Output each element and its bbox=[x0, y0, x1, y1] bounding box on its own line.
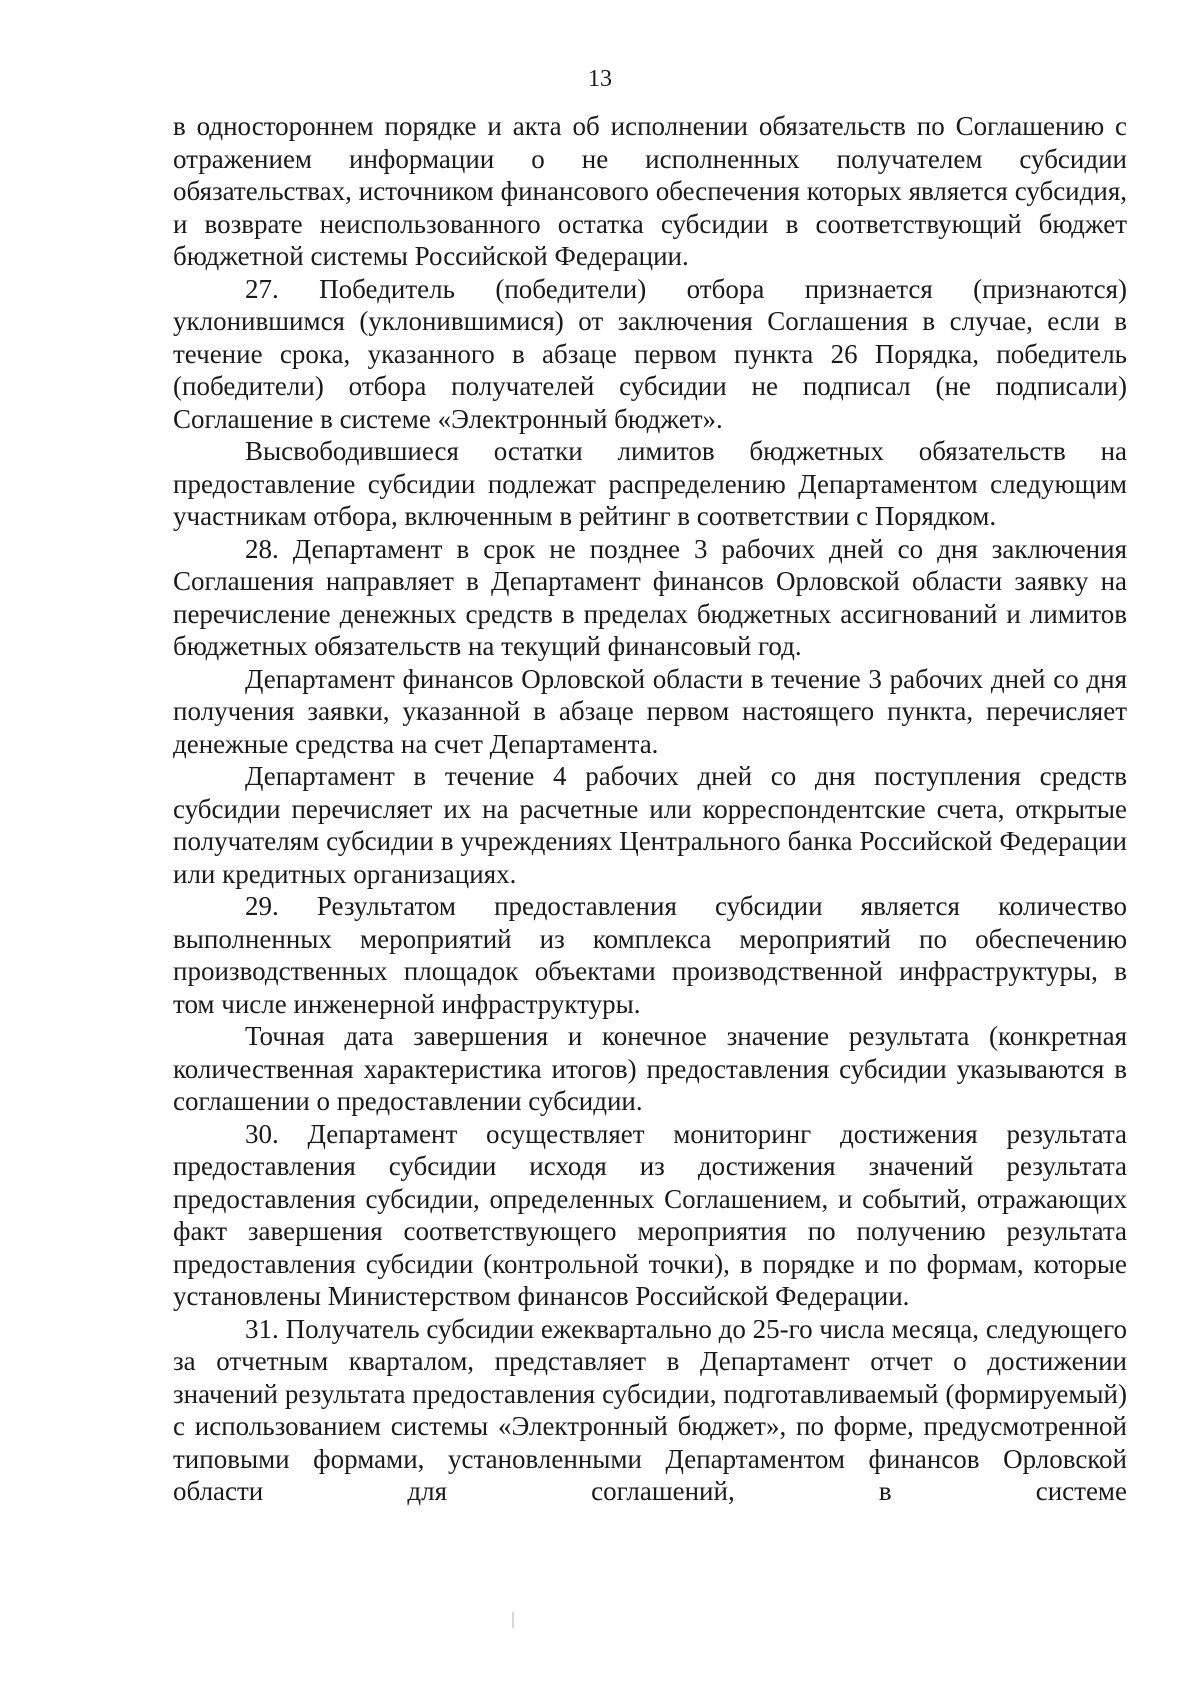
paragraph-27-winner-evasion bbox=[173, 273, 1127, 436]
text-line: в порядке и по формам, которые установлены Министерством финансов bbox=[173, 1248, 1127, 1311]
scan-artifact-mark bbox=[512, 1612, 514, 1628]
text-line: и лимитов бюджетных обязательств на текущий финансовый год. bbox=[173, 598, 1127, 661]
text-line: на предоставление субсидии подлежат распределению Департаментом bbox=[173, 436, 1128, 499]
text-line: 29. Результатом предоставления субсидии является количество bbox=[245, 891, 1127, 921]
text-line: в том числе инженерной инфраструктуры. bbox=[173, 956, 1127, 1019]
text-line: на перечисление денежных средств в пределах бюджетных ассигнований bbox=[173, 566, 1127, 629]
text-line: Соглашение в системе «Электронный бюджет». bbox=[173, 403, 723, 434]
text-line: Департамент финансов Орловской области в течение 3 рабочих дней bbox=[245, 663, 1046, 694]
paragraph-28-funding-request bbox=[173, 533, 1127, 663]
text-line: 30. Департамент осуществляет мониторинг достижения результата bbox=[245, 1118, 1127, 1149]
text-line: Департамент в течение 4 рабочих дней со дня поступления средств bbox=[245, 761, 1127, 791]
paragraph-31-quarterly-report bbox=[173, 1313, 1127, 1508]
text-line: 31. Получатель субсидии ежеквартально до 25-го числа месяца, bbox=[245, 1313, 979, 1344]
text-line: с отражением информации о не исполненных получателем субсидии bbox=[173, 111, 1128, 174]
text-line: по получению результата предоставления субсидии (контрольной точки), bbox=[173, 1216, 1128, 1279]
text-line: субсидии перечисляет их на расчетные или корреспондентские счета, bbox=[173, 793, 1005, 824]
text-line: Российской Федерации. bbox=[635, 1281, 910, 1311]
paragraph-28-finance-transfer bbox=[173, 663, 1127, 761]
text-line: указываются в соглашении о предоставлении субсидии. bbox=[173, 1053, 1127, 1116]
text-line: подготавливаемый (формируемый) с использованием системы «Электронный bbox=[173, 1378, 1127, 1441]
text-line: (победители) отбора получателей субсидии не подписал (не подписали) bbox=[173, 371, 1127, 401]
paragraph-30-monitoring bbox=[173, 1118, 1127, 1313]
text-line: производственных площадок объектами производственной инфраструктуры, bbox=[173, 956, 1098, 986]
text-line: открытые получателям субсидии в учреждениях Центрального банка bbox=[173, 793, 1127, 856]
text-line: выполненных мероприятий из комплекса мероприятий по обеспечению bbox=[173, 923, 1127, 954]
text-line: Российской Федерации или кредитных организациях. bbox=[173, 826, 1128, 889]
text-line: Департаментом финансов Орловской области для соглашений, в системе bbox=[173, 1443, 1127, 1506]
text-line: Высвободившиеся остатки лимитов бюджетных обязательств bbox=[245, 436, 1066, 466]
text-line: перечисляет денежные средства на счет Департамента. bbox=[173, 696, 1128, 759]
text-line: со дня получения заявки, указанной в абзаце первом настоящего пункта, bbox=[173, 663, 1128, 726]
paragraph-29-completion-date bbox=[173, 1020, 1127, 1118]
text-line: в течение срока, указанного в абзаце первом пункта 26 Порядка, победитель bbox=[173, 306, 1127, 369]
text-line: с Порядком. bbox=[856, 501, 997, 531]
paragraph-28-recipient-transfer bbox=[173, 760, 1127, 890]
paragraph-return-of-subsidy bbox=[173, 110, 1127, 273]
paragraph-27-remaining-limits bbox=[173, 435, 1127, 533]
text-line: соответствующий бюджет бюджетной системы Российской Федерации. bbox=[173, 208, 1127, 271]
text-line: о достижении значений результата предоставления субсидии, bbox=[173, 1346, 1128, 1409]
page-number: 13 bbox=[588, 66, 612, 92]
paragraph-29-result bbox=[173, 890, 1127, 1020]
text-line: бюджет», по форме, предусмотренной типовыми формами, установленными bbox=[173, 1411, 1127, 1474]
text-line: предоставления субсидии исходя из достижения значений результата bbox=[173, 1151, 1127, 1181]
text-line: субсидия, и возврате неиспользованного остатка субсидии в bbox=[173, 176, 1127, 239]
text-line: Соглашения направляет в Департамент финансов Орловской области заявку bbox=[173, 566, 1089, 596]
text-line: обязательствах, источником финансового обеспечения которых является bbox=[173, 176, 1008, 206]
text-line: следующим участникам отбора, включенным в рейтинг в соответствии bbox=[173, 468, 1127, 531]
text-line: уклонившимся (уклонившимися) от заключения Соглашения в случае, если bbox=[173, 306, 1100, 336]
text-line: в одностороннем порядке и акта об исполнении обязательств по Соглашению bbox=[173, 111, 1105, 141]
text-line: отражающих факт завершения соответствующего мероприятия bbox=[173, 1183, 1128, 1246]
text-line: предоставления субсидии, определенных Соглашением, и событий, bbox=[173, 1183, 967, 1214]
text-line: 28. Департамент в срок не позднее 3 рабочих дней со дня заключения bbox=[245, 533, 1127, 564]
text-line: следующего за отчетным кварталом, представляет в Департамент отчет bbox=[173, 1313, 1127, 1376]
text-line: 27. Победитель (победители) отбора признается (признаются) bbox=[245, 273, 1127, 304]
text-line: количественная характеристика итогов) предоставления субсидии bbox=[173, 1053, 947, 1084]
text-line: Точная дата завершения и конечное значение результата (конкретная bbox=[245, 1021, 1127, 1051]
document-body bbox=[173, 110, 1127, 1508]
